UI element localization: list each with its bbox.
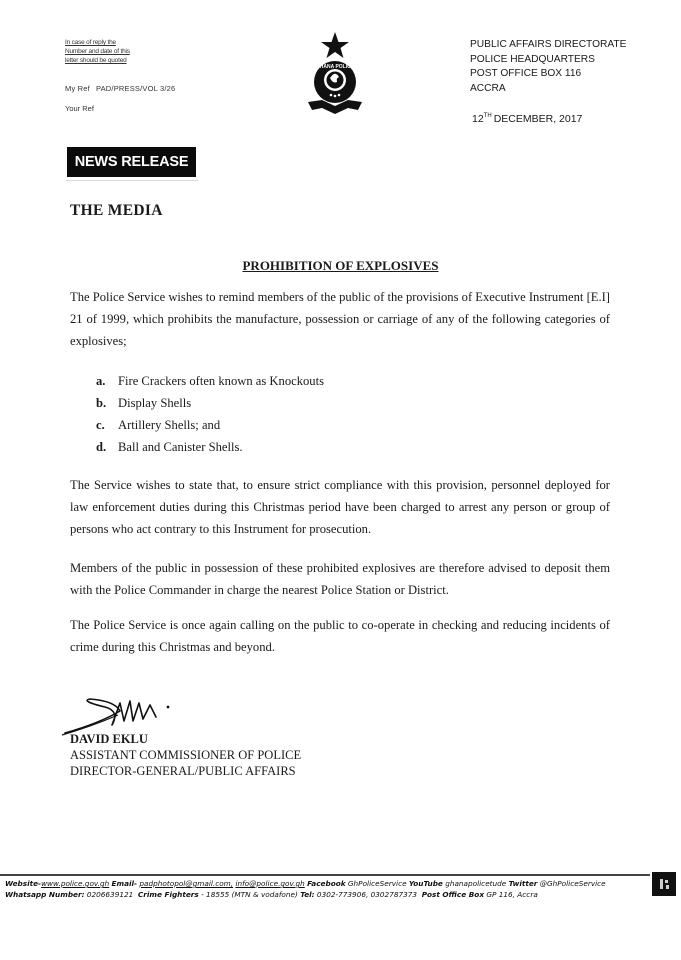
- signatory-title: DIRECTOR-GENERAL/PUBLIC AFFAIRS: [70, 764, 296, 778]
- list-text: Ball and Canister Shells.: [118, 440, 243, 454]
- pobox-value: GP 116, Accra: [486, 890, 538, 899]
- whatsapp-number: 0206639121: [86, 890, 134, 899]
- signatory-rank: ASSISTANT COMMISSIONER OF POLICE: [70, 748, 302, 762]
- youtube-handle: ghanapolicetude: [445, 879, 507, 888]
- address-line: POST OFFICE BOX 116: [470, 68, 582, 80]
- ghana-police-seal-icon: [300, 30, 370, 120]
- paragraph-enforcement: The Service wishes to state that, to ensure strict compliance with this provision, personnel deployed for law enforcement duties during this Christmas period have been charged to arrest any person or group of persons who act contrary to this Instrument for prosecution.: [70, 478, 610, 536]
- email-link[interactable]: info@police.gov.gh: [235, 879, 305, 888]
- address-line: ACCRA: [470, 82, 506, 94]
- news-release-label: NEWS RELEASE: [74, 154, 189, 170]
- list-item: [96, 392, 324, 414]
- date-suffix: TH: [483, 113, 492, 119]
- address-line: POLICE HEADQUARTERS: [470, 53, 595, 65]
- website-link[interactable]: www.police.gov.gh: [41, 879, 110, 888]
- list-item: [96, 414, 324, 436]
- explosives-list: [96, 370, 324, 458]
- reference-instruction: [65, 38, 130, 65]
- your-ref-label: Your Ref: [65, 104, 94, 113]
- list-text: Fire Crackers often known as Knockouts: [118, 374, 325, 388]
- list-letter: d.: [96, 440, 107, 454]
- your-reference: [65, 104, 100, 113]
- website-label: Website-: [5, 879, 42, 888]
- my-reference: [65, 84, 175, 93]
- document-title: [0, 258, 681, 274]
- youtube-label: YouTube: [408, 879, 443, 888]
- svg-text:GHANA POLICE: GHANA POLICE: [315, 64, 355, 70]
- paragraph-intro: The Police Service wishes to remind members of the public of the provisions of Executive Instrument [E.I] 21 of 1999, which prohibits the manufacture, possession or carriage of any of the following categories of explosives;: [70, 290, 610, 348]
- tel-numbers: 0302-773906, 0302787373: [316, 890, 418, 899]
- twitter-handle: @GhPoliceService: [539, 879, 606, 888]
- footer-contacts: [5, 878, 606, 900]
- footer-divider: [0, 874, 650, 876]
- my-ref-label: My Ref: [65, 84, 90, 93]
- pobox-label: Post Office Box: [421, 890, 485, 899]
- address-line: PUBLIC AFFAIRS DIRECTORATE: [470, 39, 627, 50]
- list-item: [96, 370, 324, 392]
- footer-line-2: [5, 889, 606, 900]
- tel-label: Tel:: [300, 890, 315, 899]
- list-text: Display Shells: [118, 396, 192, 410]
- news-release-banner: [67, 147, 196, 177]
- crime-fighters-number: - 18555 (MTN & vodafone): [201, 890, 298, 899]
- title-text: PROHIBITION OF EXPLOSIVES: [242, 258, 439, 273]
- list-text: Artillery Shells; and: [118, 418, 221, 432]
- date-rest: DECEMBER, 2017: [493, 113, 583, 125]
- crime-fighters-label: Crime Fighters: [137, 890, 199, 899]
- ref-note-line: In case of reply the: [65, 39, 116, 46]
- star-icon: [321, 32, 349, 58]
- qr-badge-icon: [652, 872, 676, 896]
- date-day: 12: [472, 113, 484, 125]
- divider: [66, 180, 198, 181]
- list-item: [96, 436, 324, 458]
- address-block: [470, 38, 626, 96]
- ref-note-line: Number and date of this: [65, 48, 130, 55]
- email-link[interactable]: padphotopol@gmail.com,: [139, 879, 234, 888]
- list-letter: a.: [96, 374, 106, 388]
- my-ref-value: PAD/PRESS/VOL 3/26: [95, 84, 176, 93]
- email-label: Email-: [111, 879, 138, 888]
- list-letter: b.: [96, 396, 107, 410]
- ref-note-line: letter should be quoted: [65, 57, 127, 64]
- list-letter: c.: [96, 418, 105, 432]
- footer-line-1: [5, 878, 606, 889]
- twitter-label: Twitter: [508, 879, 538, 888]
- addressee: THE MEDIA: [70, 202, 163, 219]
- facebook-label: Facebook: [307, 879, 346, 888]
- release-date: [472, 113, 582, 125]
- whatsapp-label: Whatsapp Number:: [5, 890, 85, 899]
- facebook-handle: GhPoliceService: [347, 879, 407, 888]
- paragraph-cooperation: The Police Service is once again calling on the public to co-operate in checking and reducing incidents of crime during this Christmas and beyond.: [70, 618, 610, 654]
- paragraph-deposit: Members of the public in possession of these prohibited explosives are therefore advised to deposit them with the Police Commander in charge the nearest Police Station or District.: [70, 561, 610, 597]
- signatory-name: DAVID EKLU: [70, 732, 148, 746]
